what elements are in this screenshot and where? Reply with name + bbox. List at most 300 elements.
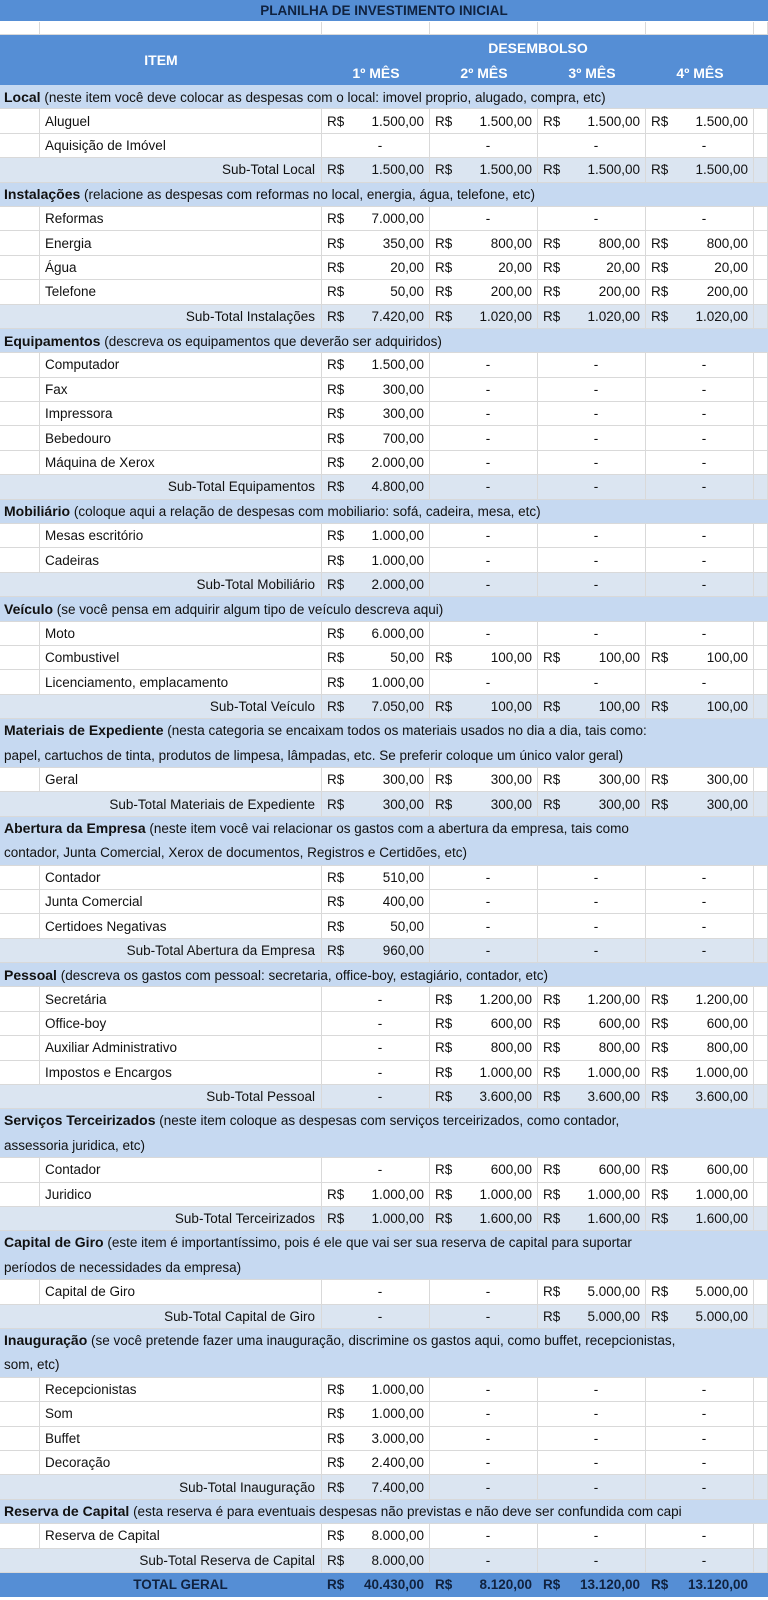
indent-cell[interactable] [0, 353, 40, 377]
empty-cell[interactable] [754, 622, 768, 646]
value-cell[interactable] [430, 109, 538, 133]
value-cell[interactable] [538, 1280, 646, 1304]
indent-cell[interactable] [0, 1012, 40, 1036]
value-cell[interactable] [646, 1402, 754, 1426]
item-label[interactable]: Cadeiras [40, 548, 322, 572]
section-title-cell[interactable] [0, 329, 768, 353]
subtotal-label[interactable]: Sub-Total Pessoal [0, 1085, 322, 1109]
item-label[interactable]: Decoração [40, 1451, 322, 1475]
value-cell[interactable] [538, 890, 646, 914]
value-cell[interactable] [538, 1183, 646, 1207]
value-cell[interactable] [430, 1549, 538, 1573]
indent-cell[interactable] [0, 768, 40, 792]
item-label[interactable]: Máquina de Xerox [40, 451, 322, 475]
value-cell[interactable] [322, 426, 430, 450]
value-cell[interactable] [646, 134, 754, 158]
section-title-cell[interactable] [0, 85, 768, 109]
section-title-cell[interactable] [0, 500, 768, 524]
value-cell[interactable] [322, 231, 430, 255]
empty-cell[interactable] [754, 987, 768, 1011]
value-cell[interactable] [430, 1183, 538, 1207]
empty-cell[interactable] [754, 402, 768, 426]
value-cell[interactable] [646, 524, 754, 548]
value-cell[interactable] [646, 1427, 754, 1451]
item-label[interactable]: Auxiliar Administrativo [40, 1036, 322, 1060]
value-cell[interactable] [538, 1061, 646, 1085]
value-cell[interactable] [646, 280, 754, 304]
value-cell[interactable] [538, 256, 646, 280]
empty-cell[interactable] [754, 1036, 768, 1060]
value-cell[interactable] [646, 231, 754, 255]
value-cell[interactable] [646, 768, 754, 792]
value-cell[interactable] [538, 768, 646, 792]
value-cell[interactable] [538, 280, 646, 304]
item-label[interactable]: Contador [40, 866, 322, 890]
value-cell[interactable] [538, 1549, 646, 1573]
section-title-cell[interactable] [0, 1109, 768, 1158]
value-cell[interactable] [322, 524, 430, 548]
value-cell[interactable] [430, 158, 538, 182]
value-cell[interactable] [538, 158, 646, 182]
value-cell[interactable] [322, 548, 430, 572]
value-cell[interactable] [538, 1524, 646, 1548]
empty-cell[interactable] [754, 524, 768, 548]
indent-cell[interactable] [0, 109, 40, 133]
indent-cell[interactable] [0, 134, 40, 158]
value-cell[interactable] [430, 866, 538, 890]
value-cell[interactable] [646, 646, 754, 670]
value-cell[interactable] [646, 451, 754, 475]
item-label[interactable]: Bebedouro [40, 426, 322, 450]
item-label[interactable]: Fax [40, 378, 322, 402]
value-cell[interactable] [430, 475, 538, 499]
indent-cell[interactable] [0, 866, 40, 890]
item-label[interactable]: Impressora [40, 402, 322, 426]
value-cell[interactable] [322, 1061, 430, 1085]
indent-cell[interactable] [0, 646, 40, 670]
section-title-cell[interactable] [0, 183, 768, 207]
cell[interactable] [538, 22, 646, 35]
value-cell[interactable] [430, 1085, 538, 1109]
value-cell[interactable] [322, 451, 430, 475]
value-cell[interactable] [322, 866, 430, 890]
value-cell[interactable] [322, 1451, 430, 1475]
value-cell[interactable] [430, 1280, 538, 1304]
value-cell[interactable] [646, 256, 754, 280]
section-title-cell[interactable] [0, 1500, 768, 1524]
value-cell[interactable] [538, 1158, 646, 1182]
subtotal-label[interactable]: Sub-Total Local [0, 158, 322, 182]
empty-cell[interactable] [754, 573, 768, 597]
empty-cell[interactable] [754, 207, 768, 231]
value-cell[interactable] [322, 1158, 430, 1182]
value-cell[interactable] [646, 1573, 754, 1597]
item-label[interactable]: Secretária [40, 987, 322, 1011]
empty-cell[interactable] [754, 1280, 768, 1304]
indent-cell[interactable] [0, 1451, 40, 1475]
indent-cell[interactable] [0, 524, 40, 548]
value-cell[interactable] [322, 1402, 430, 1426]
value-cell[interactable] [430, 1451, 538, 1475]
empty-cell[interactable] [754, 1475, 768, 1499]
value-cell[interactable] [430, 1427, 538, 1451]
value-cell[interactable] [646, 1061, 754, 1085]
subtotal-label[interactable]: Sub-Total Mobiliário [0, 573, 322, 597]
value-cell[interactable] [430, 1036, 538, 1060]
value-cell[interactable] [322, 402, 430, 426]
value-cell[interactable] [646, 1305, 754, 1329]
value-cell[interactable] [430, 914, 538, 938]
value-cell[interactable] [646, 1183, 754, 1207]
value-cell[interactable] [646, 622, 754, 646]
indent-cell[interactable] [0, 670, 40, 694]
value-cell[interactable] [322, 134, 430, 158]
value-cell[interactable] [430, 890, 538, 914]
item-label[interactable]: Licenciamento, emplacamento [40, 670, 322, 694]
value-cell[interactable] [322, 207, 430, 231]
value-cell[interactable] [646, 158, 754, 182]
value-cell[interactable] [322, 1305, 430, 1329]
value-cell[interactable] [646, 475, 754, 499]
cell[interactable] [646, 22, 754, 35]
value-cell[interactable] [646, 109, 754, 133]
section-title-cell[interactable] [0, 963, 768, 987]
empty-cell[interactable] [754, 1549, 768, 1573]
indent-cell[interactable] [0, 207, 40, 231]
empty-cell[interactable] [754, 1061, 768, 1085]
value-cell[interactable] [538, 622, 646, 646]
value-cell[interactable] [322, 670, 430, 694]
indent-cell[interactable] [0, 1036, 40, 1060]
value-cell[interactable] [322, 1549, 430, 1573]
item-label[interactable]: Som [40, 1402, 322, 1426]
value-cell[interactable] [322, 1207, 430, 1231]
value-cell[interactable] [538, 939, 646, 963]
value-cell[interactable] [646, 1549, 754, 1573]
item-label[interactable]: Buffet [40, 1427, 322, 1451]
subtotal-label[interactable]: Sub-Total Capital de Giro [0, 1305, 322, 1329]
item-label[interactable]: Reformas [40, 207, 322, 231]
value-cell[interactable] [646, 573, 754, 597]
total-label[interactable]: TOTAL GERAL [0, 1573, 322, 1597]
empty-cell[interactable] [754, 426, 768, 450]
value-cell[interactable] [646, 1451, 754, 1475]
value-cell[interactable] [430, 1378, 538, 1402]
value-cell[interactable] [430, 1061, 538, 1085]
item-label[interactable]: Capital de Giro [40, 1280, 322, 1304]
value-cell[interactable] [646, 426, 754, 450]
empty-cell[interactable] [754, 1207, 768, 1231]
value-cell[interactable] [646, 670, 754, 694]
value-cell[interactable] [430, 1402, 538, 1426]
value-cell[interactable] [322, 305, 430, 329]
indent-cell[interactable] [0, 1158, 40, 1182]
section-title-cell[interactable] [0, 597, 768, 621]
empty-cell[interactable] [754, 1573, 768, 1597]
value-cell[interactable] [538, 475, 646, 499]
value-cell[interactable] [646, 987, 754, 1011]
value-cell[interactable] [322, 695, 430, 719]
subtotal-label[interactable]: Sub-Total Reserva de Capital [0, 1549, 322, 1573]
value-cell[interactable] [430, 231, 538, 255]
value-cell[interactable] [538, 109, 646, 133]
item-label[interactable]: Recepcionistas [40, 1378, 322, 1402]
item-label[interactable]: Computador [40, 353, 322, 377]
value-cell[interactable] [538, 524, 646, 548]
item-label[interactable]: Office-boy [40, 1012, 322, 1036]
value-cell[interactable] [538, 792, 646, 816]
section-title-cell[interactable] [0, 719, 768, 768]
value-cell[interactable] [538, 402, 646, 426]
value-cell[interactable] [538, 1012, 646, 1036]
value-cell[interactable] [430, 1207, 538, 1231]
item-label[interactable]: Aquisição de Imóvel [40, 134, 322, 158]
value-cell[interactable] [430, 256, 538, 280]
value-cell[interactable] [646, 1524, 754, 1548]
empty-cell[interactable] [754, 353, 768, 377]
item-label[interactable]: Impostos e Encargos [40, 1061, 322, 1085]
value-cell[interactable] [538, 1402, 646, 1426]
value-cell[interactable] [322, 1085, 430, 1109]
empty-cell[interactable] [754, 109, 768, 133]
empty-cell[interactable] [754, 1158, 768, 1182]
empty-cell[interactable] [754, 548, 768, 572]
empty-cell[interactable] [754, 305, 768, 329]
value-cell[interactable] [322, 890, 430, 914]
value-cell[interactable] [538, 1305, 646, 1329]
value-cell[interactable] [646, 939, 754, 963]
subtotal-label[interactable]: Sub-Total Terceirizados [0, 1207, 322, 1231]
empty-cell[interactable] [754, 280, 768, 304]
empty-cell[interactable] [754, 475, 768, 499]
subtotal-label[interactable]: Sub-Total Instalações [0, 305, 322, 329]
value-cell[interactable] [646, 207, 754, 231]
empty-cell[interactable] [754, 1378, 768, 1402]
cell[interactable] [322, 22, 430, 35]
value-cell[interactable] [322, 1475, 430, 1499]
value-cell[interactable] [538, 426, 646, 450]
value-cell[interactable] [322, 109, 430, 133]
value-cell[interactable] [322, 573, 430, 597]
value-cell[interactable] [430, 1158, 538, 1182]
value-cell[interactable] [322, 914, 430, 938]
value-cell[interactable] [646, 1207, 754, 1231]
value-cell[interactable] [430, 353, 538, 377]
value-cell[interactable] [322, 768, 430, 792]
item-label[interactable]: Geral [40, 768, 322, 792]
empty-cell[interactable] [754, 792, 768, 816]
empty-cell[interactable] [754, 158, 768, 182]
indent-cell[interactable] [0, 1427, 40, 1451]
cell[interactable] [0, 22, 40, 35]
value-cell[interactable] [646, 402, 754, 426]
empty-cell[interactable] [754, 670, 768, 694]
value-cell[interactable] [430, 134, 538, 158]
value-cell[interactable] [430, 768, 538, 792]
value-cell[interactable] [430, 280, 538, 304]
subtotal-label[interactable]: Sub-Total Inauguração [0, 1475, 322, 1499]
value-cell[interactable] [538, 1475, 646, 1499]
value-cell[interactable] [538, 1036, 646, 1060]
value-cell[interactable] [538, 378, 646, 402]
value-cell[interactable] [538, 695, 646, 719]
value-cell[interactable] [430, 1012, 538, 1036]
value-cell[interactable] [322, 256, 430, 280]
value-cell[interactable] [322, 1036, 430, 1060]
value-cell[interactable] [646, 1280, 754, 1304]
empty-cell[interactable] [754, 1524, 768, 1548]
empty-cell[interactable] [754, 378, 768, 402]
value-cell[interactable] [646, 866, 754, 890]
value-cell[interactable] [322, 792, 430, 816]
empty-cell[interactable] [754, 768, 768, 792]
value-cell[interactable] [430, 792, 538, 816]
value-cell[interactable] [646, 1036, 754, 1060]
value-cell[interactable] [538, 914, 646, 938]
value-cell[interactable] [322, 622, 430, 646]
value-cell[interactable] [322, 158, 430, 182]
value-cell[interactable] [646, 305, 754, 329]
value-cell[interactable] [430, 1305, 538, 1329]
item-label[interactable]: Certidoes Negativas [40, 914, 322, 938]
value-cell[interactable] [322, 378, 430, 402]
value-cell[interactable] [646, 353, 754, 377]
value-cell[interactable] [538, 1573, 646, 1597]
cell[interactable] [40, 22, 322, 35]
value-cell[interactable] [538, 670, 646, 694]
value-cell[interactable] [646, 1475, 754, 1499]
item-label[interactable]: Contador [40, 1158, 322, 1182]
indent-cell[interactable] [0, 1061, 40, 1085]
indent-cell[interactable] [0, 280, 40, 304]
value-cell[interactable] [430, 451, 538, 475]
value-cell[interactable] [430, 1524, 538, 1548]
section-title-cell[interactable] [0, 1329, 768, 1378]
value-cell[interactable] [646, 792, 754, 816]
indent-cell[interactable] [0, 231, 40, 255]
value-cell[interactable] [322, 1378, 430, 1402]
value-cell[interactable] [538, 1085, 646, 1109]
value-cell[interactable] [430, 622, 538, 646]
value-cell[interactable] [538, 231, 646, 255]
value-cell[interactable] [430, 1573, 538, 1597]
value-cell[interactable] [538, 1451, 646, 1475]
value-cell[interactable] [646, 548, 754, 572]
empty-cell[interactable] [754, 1012, 768, 1036]
empty-cell[interactable] [754, 256, 768, 280]
indent-cell[interactable] [0, 1524, 40, 1548]
value-cell[interactable] [430, 646, 538, 670]
indent-cell[interactable] [0, 426, 40, 450]
empty-cell[interactable] [754, 1305, 768, 1329]
empty-cell[interactable] [754, 134, 768, 158]
value-cell[interactable] [430, 1475, 538, 1499]
subtotal-label[interactable]: Sub-Total Equipamentos [0, 475, 322, 499]
cell[interactable] [754, 22, 768, 35]
value-cell[interactable] [646, 695, 754, 719]
value-cell[interactable] [538, 134, 646, 158]
cell[interactable] [430, 22, 538, 35]
empty-cell[interactable] [754, 695, 768, 719]
value-cell[interactable] [538, 573, 646, 597]
indent-cell[interactable] [0, 402, 40, 426]
indent-cell[interactable] [0, 987, 40, 1011]
value-cell[interactable] [430, 573, 538, 597]
value-cell[interactable] [430, 378, 538, 402]
indent-cell[interactable] [0, 914, 40, 938]
item-label[interactable]: Junta Comercial [40, 890, 322, 914]
value-cell[interactable] [322, 646, 430, 670]
indent-cell[interactable] [0, 256, 40, 280]
value-cell[interactable] [646, 1085, 754, 1109]
value-cell[interactable] [322, 280, 430, 304]
empty-cell[interactable] [754, 890, 768, 914]
item-label[interactable]: Mesas escritório [40, 524, 322, 548]
value-cell[interactable] [538, 305, 646, 329]
empty-cell[interactable] [754, 939, 768, 963]
value-cell[interactable] [430, 524, 538, 548]
value-cell[interactable] [538, 1427, 646, 1451]
value-cell[interactable] [538, 353, 646, 377]
item-label[interactable]: Moto [40, 622, 322, 646]
value-cell[interactable] [430, 695, 538, 719]
value-cell[interactable] [430, 305, 538, 329]
value-cell[interactable] [538, 866, 646, 890]
value-cell[interactable] [322, 1183, 430, 1207]
value-cell[interactable] [430, 939, 538, 963]
indent-cell[interactable] [0, 1402, 40, 1426]
indent-cell[interactable] [0, 1183, 40, 1207]
value-cell[interactable] [646, 1158, 754, 1182]
value-cell[interactable] [430, 402, 538, 426]
item-label[interactable]: Energia [40, 231, 322, 255]
subtotal-label[interactable]: Sub-Total Materiais de Expediente [0, 792, 322, 816]
value-cell[interactable] [322, 1427, 430, 1451]
empty-cell[interactable] [754, 1402, 768, 1426]
value-cell[interactable] [430, 207, 538, 231]
indent-cell[interactable] [0, 622, 40, 646]
item-label[interactable]: Aluguel [40, 109, 322, 133]
indent-cell[interactable] [0, 890, 40, 914]
value-cell[interactable] [646, 1378, 754, 1402]
value-cell[interactable] [430, 548, 538, 572]
item-label[interactable]: Água [40, 256, 322, 280]
empty-cell[interactable] [754, 646, 768, 670]
value-cell[interactable] [430, 987, 538, 1011]
empty-cell[interactable] [754, 451, 768, 475]
value-cell[interactable] [646, 890, 754, 914]
item-label[interactable]: Combustivel [40, 646, 322, 670]
value-cell[interactable] [322, 1280, 430, 1304]
indent-cell[interactable] [0, 378, 40, 402]
value-cell[interactable] [430, 670, 538, 694]
value-cell[interactable] [322, 987, 430, 1011]
empty-cell[interactable] [754, 1427, 768, 1451]
indent-cell[interactable] [0, 548, 40, 572]
item-label[interactable]: Reserva de Capital [40, 1524, 322, 1548]
item-label[interactable]: Telefone [40, 280, 322, 304]
value-cell[interactable] [538, 646, 646, 670]
empty-cell[interactable] [754, 914, 768, 938]
empty-cell[interactable] [754, 866, 768, 890]
value-cell[interactable] [322, 939, 430, 963]
empty-cell[interactable] [754, 231, 768, 255]
subtotal-label[interactable]: Sub-Total Veículo [0, 695, 322, 719]
value-cell[interactable] [322, 353, 430, 377]
empty-cell[interactable] [754, 1183, 768, 1207]
value-cell[interactable] [322, 1524, 430, 1548]
value-cell[interactable] [322, 1573, 430, 1597]
